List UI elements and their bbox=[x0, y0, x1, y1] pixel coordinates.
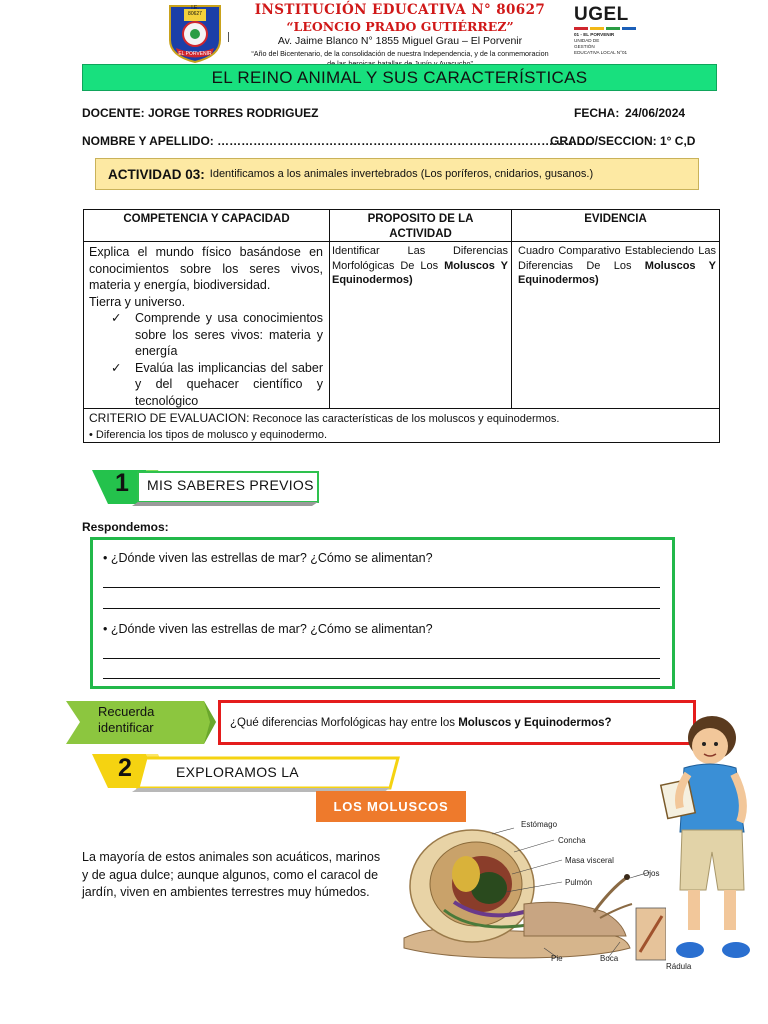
school-name-line1: INSTITUCIÓN EDUCATIVA N° 80627 bbox=[254, 2, 546, 18]
criterio-row bbox=[84, 408, 719, 444]
proposito-bold: Moluscos Y Equinodermos) bbox=[332, 259, 508, 286]
year-motto-1: “Año del Bicentenario, de la consolidación de nuestra Independencia, y de la conmemoracion bbox=[251, 49, 549, 58]
nombre-field[interactable]: NOMBRE Y APELLIDO: …………………………………………………………………………………. bbox=[82, 134, 593, 148]
fecha-label: FECHA: bbox=[574, 106, 620, 120]
label-estomago: Estómago bbox=[521, 820, 558, 829]
ugel-color-bars bbox=[574, 27, 638, 30]
moluscos-paragraph: La mayoría de estos animales son acuáticos, marinos y de agua dulce; aunque algunos, como el caracol de jardín, viven en ambientes terrestres muy húmedos. bbox=[82, 850, 381, 899]
checkmark-icon: ✓ bbox=[111, 360, 122, 375]
ugel-sub-3: GESTIÓN bbox=[574, 44, 595, 49]
recuerda-label bbox=[98, 704, 154, 736]
moluscos-heading: LOS MOLUSCOS bbox=[316, 791, 466, 822]
section-1-number: 1 bbox=[115, 469, 129, 497]
table-divider bbox=[511, 210, 512, 408]
checkmark-icon: ✓ bbox=[111, 311, 122, 325]
label-radula: Rádula bbox=[666, 962, 692, 971]
label-pie: Pie bbox=[551, 954, 563, 963]
fecha-value: 24/06/2024 bbox=[625, 106, 686, 120]
proposito-text: Identificar Las Diferencias Morfológicas De Los bbox=[332, 245, 508, 272]
docente-label: DOCENTE: JORGE TORRES RODRIGUEZ bbox=[82, 106, 319, 120]
answer-line[interactable] bbox=[103, 608, 660, 609]
section-1-title: MIS SABERES PREVIOS bbox=[147, 477, 314, 493]
respondemos-label: Respondemos: bbox=[82, 520, 169, 534]
question-1: • ¿Dónde viven las estrellas de mar? ¿Cómo se alimentan? bbox=[103, 551, 433, 565]
table-header-evidencia: EVIDENCIA bbox=[511, 210, 719, 242]
competency-table bbox=[83, 209, 720, 443]
list-item bbox=[111, 360, 323, 410]
criterio-text: Reconoce las características de los moluscos y equinodermos. bbox=[252, 413, 560, 425]
answer-line[interactable] bbox=[103, 678, 660, 679]
differences-question: ¿Qué diferencias Morfológicas hay entre los bbox=[230, 716, 455, 729]
school-name-line2: “LEONCIO PRADO GUTIÉRREZ” bbox=[286, 19, 514, 34]
label-boca: Boca bbox=[600, 954, 619, 963]
label-pulmon: Pulmón bbox=[565, 878, 593, 887]
grado-label: GRADO/SECCION: 1° C,D bbox=[550, 134, 696, 148]
competencia-cell bbox=[89, 244, 323, 409]
table-header-competencia: COMPETENCIA Y CAPACIDAD bbox=[84, 210, 329, 242]
student-illustration bbox=[654, 712, 758, 974]
activity-label: ACTIVIDAD 03: bbox=[108, 166, 205, 182]
answer-line[interactable] bbox=[103, 658, 660, 659]
school-address: Av. Jaime Blanco N° 1855 Miguel Grau – El Porvenir bbox=[277, 35, 523, 47]
criterio-label: CRITERIO DE EVALUACION: bbox=[89, 411, 250, 425]
section-2-number: 2 bbox=[118, 754, 132, 782]
crest-text-bottom: EL PORVENIR bbox=[178, 51, 212, 57]
evidencia-bold: Moluscos Y Equinodermos) bbox=[518, 259, 716, 286]
ugel-sub-1: 01 - EL PORVENIR bbox=[574, 32, 615, 37]
table-header-proposito: PROPOSITO DE LA ACTIVIDAD bbox=[329, 210, 511, 242]
ugel-word: UGEL bbox=[574, 4, 629, 25]
crest-text-num: 80627 bbox=[188, 11, 202, 17]
answer-line[interactable] bbox=[103, 587, 660, 588]
recuerda-line2: identificar bbox=[98, 720, 154, 735]
capacidad-2: Evalúa las implicancias del saber y del quehacer científico y tecnológico bbox=[135, 360, 323, 408]
activity-text: Identificamos a los animales invertebrados (Los poríferos, cnidarios, gusanos.) bbox=[209, 168, 594, 180]
question-2: • ¿Dónde viven las estrellas de mar? ¿Cómo se alimentan? bbox=[103, 622, 433, 636]
proposito-cell bbox=[332, 244, 508, 288]
school-header bbox=[232, 2, 568, 69]
criterio-bullet: • Diferencia los tipos de molusco y equinodermo. bbox=[89, 429, 328, 441]
evidencia-cell bbox=[518, 244, 716, 288]
list-item bbox=[111, 310, 323, 360]
table-divider bbox=[329, 210, 330, 408]
snail-anatomy-illustration bbox=[394, 812, 666, 972]
ugel-sub-4: EDUCATIVA LOCAL N°01 bbox=[574, 50, 628, 55]
questions-box bbox=[90, 537, 675, 689]
section-2-title: EXPLORAMOS LA bbox=[176, 764, 299, 780]
crest-text-top: I.E. bbox=[191, 5, 199, 11]
label-concha: Concha bbox=[558, 836, 586, 845]
activity-banner bbox=[95, 158, 699, 190]
differences-question-box bbox=[218, 700, 696, 745]
competencia-intro-2: Tierra y universo. bbox=[89, 294, 186, 309]
competencia-intro: Explica el mundo físico basándose en conocimientos sobre los seres vivos, materia y energía, biodiversidad. bbox=[89, 245, 323, 292]
recuerda-line1: Recuerda bbox=[98, 704, 155, 719]
evidencia-text: Cuadro Comparativo Estableciendo Las Diferencias De Los bbox=[518, 245, 716, 272]
label-masa-visceral: Masa visceral bbox=[565, 856, 614, 865]
label-ojos: Ojos bbox=[643, 869, 660, 878]
ugel-logo bbox=[574, 4, 638, 56]
differences-question-bold: Moluscos y Equinodermos? bbox=[458, 716, 612, 729]
capacidad-1: Comprende y usa conocimientos sobre los seres vivos: materia y energía bbox=[135, 311, 323, 358]
header-divider bbox=[228, 32, 229, 42]
ugel-sub-2: UNIDAD DE bbox=[574, 38, 600, 43]
page-title: EL REINO ANIMAL Y SUS CARACTERÍSTICAS bbox=[82, 64, 717, 91]
